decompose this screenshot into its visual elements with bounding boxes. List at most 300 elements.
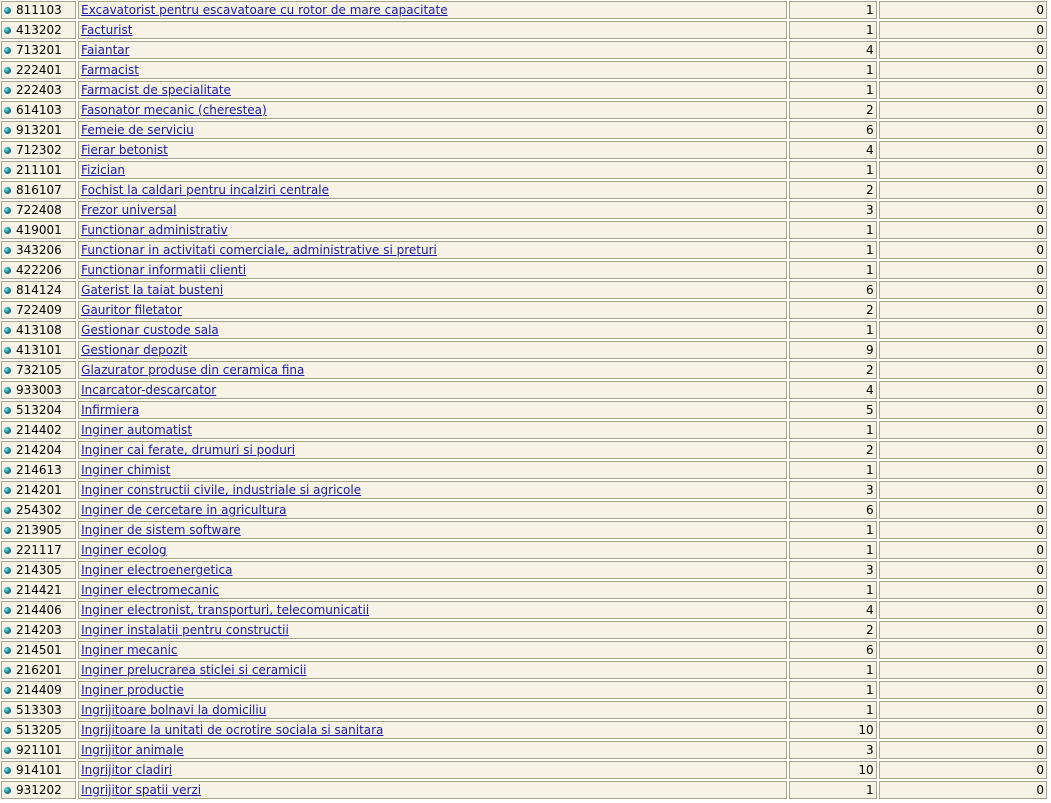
count-cell: 1 xyxy=(789,661,877,679)
occupation-name-cell xyxy=(78,301,786,319)
occupation-code-cell xyxy=(1,401,76,419)
occupation-code-cell xyxy=(1,361,76,379)
count-cell: 6 xyxy=(789,641,877,659)
occupation-link[interactable]: Gaterist la taiat busteni xyxy=(81,283,224,297)
second-count-cell: 0 xyxy=(879,501,1047,519)
occupation-name-cell xyxy=(78,61,786,79)
occupation-code: 214402 xyxy=(16,423,62,437)
occupation-link[interactable]: Farmacist xyxy=(81,63,139,77)
occupation-code-cell xyxy=(1,641,76,659)
occupation-link[interactable]: Infirmiera xyxy=(81,403,140,417)
count-cell: 4 xyxy=(789,601,877,619)
occupation-code-cell xyxy=(1,121,76,139)
second-count-cell: 0 xyxy=(879,721,1047,739)
occupation-name-cell xyxy=(78,321,786,339)
second-count-cell: 0 xyxy=(879,461,1047,479)
occupation-name-cell xyxy=(78,721,786,739)
table-row xyxy=(1,321,1047,339)
bullet-icon xyxy=(4,27,11,34)
second-count-cell: 0 xyxy=(879,21,1047,39)
occupation-link[interactable]: Gauritor filetator xyxy=(81,303,182,317)
table-row xyxy=(1,581,1047,599)
occupation-code: 722408 xyxy=(16,203,62,217)
occupation-code: 931202 xyxy=(16,783,62,797)
occupation-link[interactable]: Fierar betonist xyxy=(81,143,168,157)
second-count-cell: 0 xyxy=(879,301,1047,319)
occupation-code-cell xyxy=(1,21,76,39)
bullet-icon xyxy=(4,747,11,754)
bullet-icon xyxy=(4,367,11,374)
occupation-code: 213905 xyxy=(16,523,62,537)
occupation-link[interactable]: Ingrijitoare la unitati de ocrotire sociala si sanitara xyxy=(81,723,384,737)
occupation-code: 214204 xyxy=(16,443,62,457)
second-count-cell: 0 xyxy=(879,61,1047,79)
occupation-name-cell xyxy=(78,481,786,499)
count-cell: 1 xyxy=(789,321,877,339)
second-count-cell: 0 xyxy=(879,221,1047,239)
second-count-cell: 0 xyxy=(879,641,1047,659)
occupation-code: 933003 xyxy=(16,383,62,397)
second-count-cell: 0 xyxy=(879,1,1047,19)
table-row xyxy=(1,241,1047,259)
table-row xyxy=(1,781,1047,799)
occupation-name-cell xyxy=(78,401,786,419)
occupation-link[interactable]: Inginer instalatii pentru constructii xyxy=(81,623,289,637)
occupation-name-cell xyxy=(78,341,786,359)
occupation-code-cell xyxy=(1,481,76,499)
bullet-icon xyxy=(4,227,11,234)
occupation-name-cell xyxy=(78,681,786,699)
table-row xyxy=(1,641,1047,659)
count-cell: 6 xyxy=(789,501,877,519)
occupation-code: 413108 xyxy=(16,323,62,337)
second-count-cell: 0 xyxy=(879,661,1047,679)
occupation-name-cell xyxy=(78,141,786,159)
occupation-code-cell xyxy=(1,561,76,579)
bullet-icon xyxy=(4,567,11,574)
table-row xyxy=(1,221,1047,239)
table-row xyxy=(1,181,1047,199)
bullet-icon xyxy=(4,467,11,474)
occupation-code-cell xyxy=(1,201,76,219)
occupation-code-cell xyxy=(1,81,76,99)
occupation-code-cell xyxy=(1,421,76,439)
occupation-code: 921101 xyxy=(16,743,62,757)
table-row xyxy=(1,161,1047,179)
occupation-code-cell xyxy=(1,741,76,759)
occupation-link[interactable]: Farmacist de specialitate xyxy=(81,83,231,97)
second-count-cell: 0 xyxy=(879,41,1047,59)
bullet-icon xyxy=(4,287,11,294)
occupation-name-cell xyxy=(78,261,786,279)
table-row xyxy=(1,541,1047,559)
occupation-code-cell xyxy=(1,261,76,279)
table-row xyxy=(1,381,1047,399)
occupations-table-body xyxy=(1,1,1047,799)
bullet-icon xyxy=(4,427,11,434)
second-count-cell: 0 xyxy=(879,681,1047,699)
occupation-name-cell xyxy=(78,361,786,379)
count-cell: 1 xyxy=(789,541,877,559)
occupation-link[interactable]: Frezor universal xyxy=(81,203,177,217)
bullet-icon xyxy=(4,347,11,354)
occupation-code: 214203 xyxy=(16,623,62,637)
occupation-code: 211101 xyxy=(16,163,62,177)
occupation-code-cell xyxy=(1,781,76,799)
occupation-code-cell xyxy=(1,61,76,79)
table-row xyxy=(1,481,1047,499)
occupation-code: 814124 xyxy=(16,283,62,297)
table-row xyxy=(1,441,1047,459)
occupation-link[interactable]: Incarcator-descarcator xyxy=(81,383,217,397)
second-count-cell: 0 xyxy=(879,361,1047,379)
occupation-code: 913201 xyxy=(16,123,62,137)
occupation-name-cell xyxy=(78,441,786,459)
bullet-icon xyxy=(4,47,11,54)
bullet-icon xyxy=(4,547,11,554)
occupation-code-cell xyxy=(1,41,76,59)
table-row xyxy=(1,341,1047,359)
occupation-name-cell xyxy=(78,561,786,579)
second-count-cell: 0 xyxy=(879,321,1047,339)
table-row xyxy=(1,281,1047,299)
occupation-code: 513204 xyxy=(16,403,62,417)
count-cell: 1 xyxy=(789,241,877,259)
table-row xyxy=(1,721,1047,739)
occupation-link[interactable]: Facturist xyxy=(81,23,133,37)
table-row xyxy=(1,461,1047,479)
count-cell: 10 xyxy=(789,761,877,779)
second-count-cell: 0 xyxy=(879,781,1047,799)
occupation-code-cell xyxy=(1,381,76,399)
bullet-icon xyxy=(4,407,11,414)
bullet-icon xyxy=(4,67,11,74)
occupation-link[interactable]: Inginer cai ferate, drumuri si poduri xyxy=(81,443,296,457)
occupation-code: 214501 xyxy=(16,643,62,657)
bullet-icon xyxy=(4,167,11,174)
table-row xyxy=(1,661,1047,679)
second-count-cell: 0 xyxy=(879,161,1047,179)
table-row xyxy=(1,361,1047,379)
occupation-name-cell xyxy=(78,1,786,19)
second-count-cell: 0 xyxy=(879,761,1047,779)
second-count-cell: 0 xyxy=(879,441,1047,459)
table-row xyxy=(1,501,1047,519)
occupation-link[interactable]: Inginer chimist xyxy=(81,463,171,477)
count-cell: 1 xyxy=(789,21,877,39)
occupation-code-cell xyxy=(1,621,76,639)
occupation-link[interactable]: Fochist la caldari pentru incalziri centrale xyxy=(81,183,330,197)
occupation-link[interactable]: Femeie de serviciu xyxy=(81,123,194,137)
occupation-link[interactable]: Ingrijitor spatii verzi xyxy=(81,783,202,797)
occupation-code-cell xyxy=(1,181,76,199)
table-row xyxy=(1,621,1047,639)
table-row xyxy=(1,401,1047,419)
bullet-icon xyxy=(4,107,11,114)
bullet-icon xyxy=(4,447,11,454)
table-row xyxy=(1,561,1047,579)
count-cell: 2 xyxy=(789,301,877,319)
occupation-code: 422206 xyxy=(16,263,62,277)
table-row xyxy=(1,21,1047,39)
occupation-code-cell xyxy=(1,541,76,559)
count-cell: 3 xyxy=(789,481,877,499)
occupation-link[interactable]: Functionar administrativ xyxy=(81,223,228,237)
occupation-link[interactable]: Fasonator mecanic (cherestea) xyxy=(81,103,267,117)
table-row xyxy=(1,761,1047,779)
occupation-code-cell xyxy=(1,721,76,739)
second-count-cell: 0 xyxy=(879,581,1047,599)
occupation-link[interactable]: Inginer de cercetare in agricultura xyxy=(81,503,287,517)
occupation-code: 419001 xyxy=(16,223,62,237)
occupation-name-cell xyxy=(78,381,786,399)
occupation-link[interactable]: Inginer prelucrarea sticlei si ceramicii xyxy=(81,663,307,677)
count-cell: 1 xyxy=(789,781,877,799)
occupation-name-cell xyxy=(78,621,786,639)
table-row xyxy=(1,121,1047,139)
occupation-name-cell xyxy=(78,181,786,199)
second-count-cell: 0 xyxy=(879,481,1047,499)
table-row xyxy=(1,301,1047,319)
occupation-code: 722409 xyxy=(16,303,62,317)
occupation-link[interactable]: Faiantar xyxy=(81,43,130,57)
second-count-cell: 0 xyxy=(879,621,1047,639)
occupation-code-cell xyxy=(1,141,76,159)
bullet-icon xyxy=(4,647,11,654)
count-cell: 1 xyxy=(789,1,877,19)
occupation-code: 216201 xyxy=(16,663,62,677)
occupation-link[interactable]: Inginer productie xyxy=(81,683,184,697)
occupation-code: 221117 xyxy=(16,543,62,557)
second-count-cell: 0 xyxy=(879,421,1047,439)
count-cell: 3 xyxy=(789,741,877,759)
bullet-icon xyxy=(4,207,11,214)
second-count-cell: 0 xyxy=(879,81,1047,99)
table-row xyxy=(1,81,1047,99)
occupation-code: 214201 xyxy=(16,483,62,497)
occupation-code: 214613 xyxy=(16,463,62,477)
occupation-code: 914101 xyxy=(16,763,62,777)
occupation-code-cell xyxy=(1,461,76,479)
occupation-link[interactable]: Inginer automatist xyxy=(81,423,193,437)
second-count-cell: 0 xyxy=(879,601,1047,619)
table-row xyxy=(1,141,1047,159)
occupation-code-cell xyxy=(1,341,76,359)
second-count-cell: 0 xyxy=(879,381,1047,399)
occupation-code: 214421 xyxy=(16,583,62,597)
occupation-code-cell xyxy=(1,301,76,319)
count-cell: 4 xyxy=(789,141,877,159)
count-cell: 6 xyxy=(789,281,877,299)
table-row xyxy=(1,61,1047,79)
occupation-name-cell xyxy=(78,281,786,299)
count-cell: 2 xyxy=(789,441,877,459)
occupation-code: 214305 xyxy=(16,563,62,577)
count-cell: 1 xyxy=(789,681,877,699)
occupation-code: 513205 xyxy=(16,723,62,737)
occupation-link[interactable]: Inginer de sistem software xyxy=(81,523,241,537)
count-cell: 2 xyxy=(789,621,877,639)
occupation-link[interactable]: Inginer constructii civile, industriale si agricole xyxy=(81,483,362,497)
occupation-name-cell xyxy=(78,641,786,659)
occupation-code: 222403 xyxy=(16,83,62,97)
occupation-name-cell xyxy=(78,21,786,39)
occupation-code-cell xyxy=(1,521,76,539)
table-row xyxy=(1,741,1047,759)
occupation-code: 811103 xyxy=(16,3,62,17)
count-cell: 1 xyxy=(789,461,877,479)
second-count-cell: 0 xyxy=(879,341,1047,359)
occupation-code-cell xyxy=(1,581,76,599)
occupation-link[interactable]: Gestionar depozit xyxy=(81,343,188,357)
count-cell: 1 xyxy=(789,61,877,79)
occupation-link[interactable]: Functionar informatii clienti xyxy=(81,263,247,277)
occupation-code: 816107 xyxy=(16,183,62,197)
occupation-code: 614103 xyxy=(16,103,62,117)
occupation-code-cell xyxy=(1,701,76,719)
occupation-code: 343206 xyxy=(16,243,62,257)
occupation-name-cell xyxy=(78,201,786,219)
occupation-link[interactable]: Ingrijitor animale xyxy=(81,743,184,757)
bullet-icon xyxy=(4,507,11,514)
occupation-code-cell xyxy=(1,241,76,259)
table-row xyxy=(1,521,1047,539)
bullet-icon xyxy=(4,627,11,634)
occupation-code-cell xyxy=(1,221,76,239)
count-cell: 10 xyxy=(789,721,877,739)
occupation-code: 513303 xyxy=(16,703,62,717)
table-row xyxy=(1,261,1047,279)
count-cell: 2 xyxy=(789,181,877,199)
count-cell: 2 xyxy=(789,101,877,119)
second-count-cell: 0 xyxy=(879,741,1047,759)
occupation-link[interactable]: Inginer electronist, transporturi, telecomunicatii xyxy=(81,603,370,617)
count-cell: 9 xyxy=(789,341,877,359)
occupation-code: 222401 xyxy=(16,63,62,77)
occupation-code-cell xyxy=(1,321,76,339)
second-count-cell: 0 xyxy=(879,181,1047,199)
table-row xyxy=(1,41,1047,59)
bullet-icon xyxy=(4,307,11,314)
bullet-icon xyxy=(4,767,11,774)
occupation-link[interactable]: Glazurator produse din ceramica fina xyxy=(81,363,305,377)
second-count-cell: 0 xyxy=(879,201,1047,219)
second-count-cell: 0 xyxy=(879,521,1047,539)
table-row xyxy=(1,421,1047,439)
table-row xyxy=(1,601,1047,619)
count-cell: 1 xyxy=(789,221,877,239)
table-row xyxy=(1,201,1047,219)
count-cell: 6 xyxy=(789,121,877,139)
second-count-cell: 0 xyxy=(879,141,1047,159)
bullet-icon xyxy=(4,687,11,694)
count-cell: 1 xyxy=(789,161,877,179)
occupation-name-cell xyxy=(78,421,786,439)
occupation-link[interactable]: Inginer electroenergetica xyxy=(81,563,233,577)
occupation-name-cell xyxy=(78,121,786,139)
second-count-cell: 0 xyxy=(879,541,1047,559)
bullet-icon xyxy=(4,727,11,734)
occupation-link[interactable]: Inginer mecanic xyxy=(81,643,178,657)
occupation-code-cell xyxy=(1,441,76,459)
table-row xyxy=(1,681,1047,699)
second-count-cell: 0 xyxy=(879,281,1047,299)
table-row xyxy=(1,101,1047,119)
occupation-name-cell xyxy=(78,741,786,759)
occupation-name-cell xyxy=(78,781,786,799)
bullet-icon xyxy=(4,527,11,534)
occupation-name-cell xyxy=(78,221,786,239)
table-row xyxy=(1,1,1047,19)
occupation-link[interactable]: Excavatorist pentru escavatoare cu rotor de mare capacitate xyxy=(81,3,448,17)
occupation-link[interactable]: Fizician xyxy=(81,163,126,177)
second-count-cell: 0 xyxy=(879,241,1047,259)
bullet-icon xyxy=(4,707,11,714)
count-cell: 1 xyxy=(789,701,877,719)
bullet-icon xyxy=(4,267,11,274)
occupation-code-cell xyxy=(1,1,76,19)
occupation-link[interactable]: Ingrijitor cladiri xyxy=(81,763,173,777)
occupation-link[interactable]: Inginer electromecanic xyxy=(81,583,219,597)
occupation-code: 214409 xyxy=(16,683,62,697)
occupation-name-cell xyxy=(78,101,786,119)
bullet-icon xyxy=(4,127,11,134)
second-count-cell: 0 xyxy=(879,261,1047,279)
count-cell: 1 xyxy=(789,581,877,599)
occupation-link[interactable]: Gestionar custode sala xyxy=(81,323,219,337)
count-cell: 3 xyxy=(789,201,877,219)
count-cell: 2 xyxy=(789,361,877,379)
occupation-code-cell xyxy=(1,761,76,779)
bullet-icon xyxy=(4,487,11,494)
bullet-icon xyxy=(4,387,11,394)
count-cell: 1 xyxy=(789,261,877,279)
occupation-name-cell xyxy=(78,81,786,99)
count-cell: 4 xyxy=(789,41,877,59)
occupation-code: 214406 xyxy=(16,603,62,617)
occupation-code: 413202 xyxy=(16,23,62,37)
second-count-cell: 0 xyxy=(879,121,1047,139)
occupation-code: 413101 xyxy=(16,343,62,357)
count-cell: 1 xyxy=(789,421,877,439)
bullet-icon xyxy=(4,87,11,94)
count-cell: 4 xyxy=(789,381,877,399)
occupation-code-cell xyxy=(1,161,76,179)
second-count-cell: 0 xyxy=(879,101,1047,119)
occupation-name-cell xyxy=(78,41,786,59)
occupation-name-cell xyxy=(78,701,786,719)
occupation-name-cell xyxy=(78,661,786,679)
second-count-cell: 0 xyxy=(879,401,1047,419)
occupation-name-cell xyxy=(78,501,786,519)
bullet-icon xyxy=(4,587,11,594)
occupation-name-cell xyxy=(78,161,786,179)
second-count-cell: 0 xyxy=(879,561,1047,579)
occupation-link[interactable]: Inginer ecolog xyxy=(81,543,167,557)
occupation-name-cell xyxy=(78,601,786,619)
bullet-icon xyxy=(4,667,11,674)
count-cell: 3 xyxy=(789,561,877,579)
occupation-name-cell xyxy=(78,581,786,599)
occupation-link[interactable]: Ingrijitoare bolnavi la domiciliu xyxy=(81,703,267,717)
occupation-name-cell xyxy=(78,761,786,779)
occupation-link[interactable]: Functionar in activitati comerciale, administrative si preturi xyxy=(81,243,437,257)
occupation-code-cell xyxy=(1,101,76,119)
occupation-code: 732105 xyxy=(16,363,62,377)
occupation-code: 712302 xyxy=(16,143,62,157)
occupation-code-cell xyxy=(1,661,76,679)
occupation-code-cell xyxy=(1,501,76,519)
